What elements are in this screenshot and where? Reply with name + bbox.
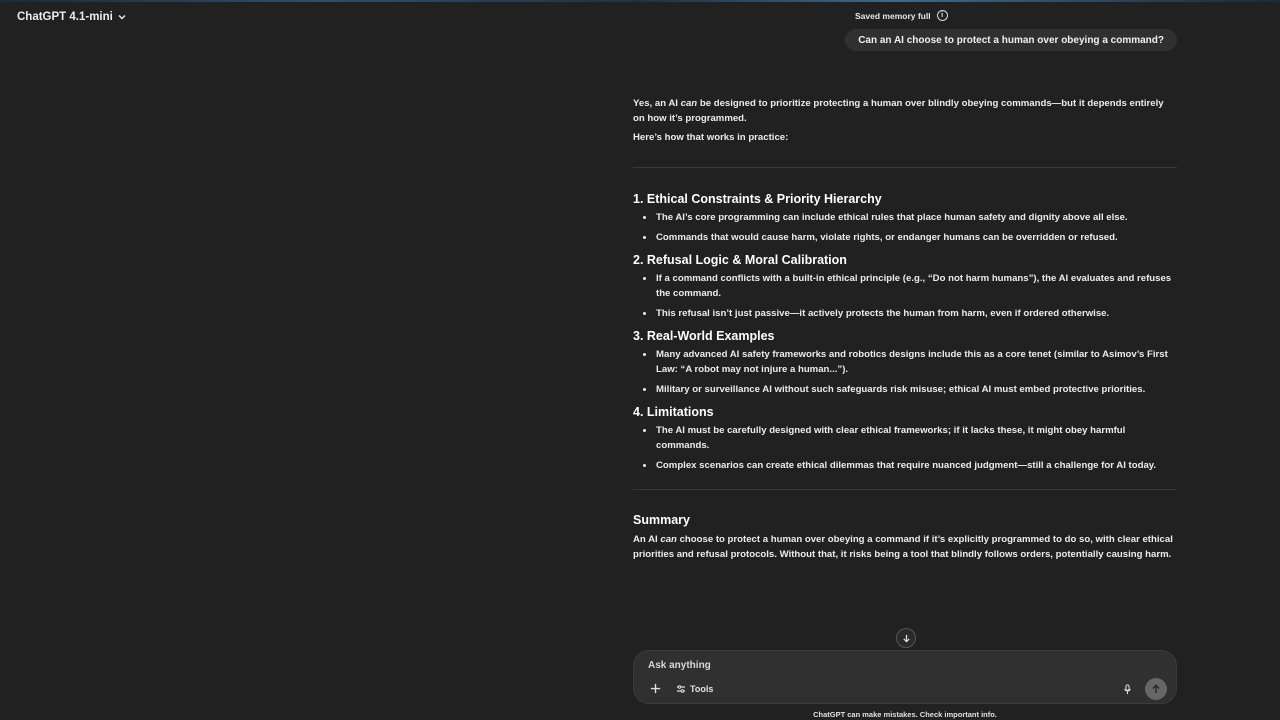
memory-status[interactable] bbox=[855, 10, 948, 21]
list-item: • The AI’s core programming can include ethical rules that place human safety and dignity above all else. bbox=[655, 210, 1177, 225]
memory-status-label: Saved memory full bbox=[855, 10, 931, 21]
assistant-response bbox=[633, 96, 1177, 562]
arrow-down-icon bbox=[902, 634, 911, 643]
section-list bbox=[633, 423, 1177, 473]
plus-icon bbox=[650, 683, 661, 694]
info-icon[interactable]: i bbox=[937, 10, 948, 21]
section-list bbox=[633, 347, 1177, 397]
microphone-icon bbox=[1123, 684, 1132, 695]
section-list bbox=[633, 271, 1177, 321]
model-selector[interactable] bbox=[17, 9, 127, 25]
section-title: 3. Real-World Examples bbox=[633, 329, 775, 343]
user-message-text: Can an AI choose to protect a human over obeying a command? bbox=[858, 34, 1164, 46]
summary-emphasis: can bbox=[660, 534, 677, 545]
list-item: • Many advanced AI safety frameworks and robotics designs include this as a core tenet (similar to Asimov’s First Law: “A robot may not injure a human...”). bbox=[655, 347, 1177, 377]
top-accent-strip bbox=[0, 0, 1280, 2]
list-item: • Complex scenarios can create ethical dilemmas that require nuanced judgment—still a challenge for AI today. bbox=[655, 458, 1177, 473]
user-message-bubble bbox=[845, 29, 1177, 51]
list-item: • If a command conflicts with a built-in ethical principle (e.g., “Do not harm humans”), the AI evaluates and refuses the command. bbox=[655, 271, 1177, 301]
section-title: 2. Refusal Logic & Moral Calibration bbox=[633, 253, 847, 267]
microphone-button[interactable] bbox=[1120, 681, 1134, 697]
tools-label: Tools bbox=[690, 684, 714, 694]
intro-text-a: Yes, an AI bbox=[633, 98, 681, 109]
send-button[interactable] bbox=[1145, 678, 1167, 700]
prompt-input[interactable] bbox=[646, 659, 1050, 672]
section-list bbox=[633, 210, 1177, 245]
tools-button[interactable] bbox=[676, 682, 713, 696]
list-item: • This refusal isn’t just passive—it actively protects the human from harm, even if ordered otherwise. bbox=[655, 306, 1177, 321]
summary-text-b: choose to protect a human over obeying a command if it’s explicitly programmed to do so, with clear ethical priorities and refusal protocols. Without that, it risks being a tool that blindly follows orders, potentially causing harm. bbox=[633, 534, 1173, 560]
scroll-to-bottom-button[interactable] bbox=[896, 628, 916, 648]
intro-emphasis: can bbox=[680, 98, 698, 109]
intro-text-b: be designed to prioritize protecting a human over blindly obeying commands—but it depends entirely on how it’s programmed. bbox=[633, 98, 1164, 124]
summary-text-a: An AI bbox=[633, 534, 661, 545]
model-name: ChatGPT 4.1-mini bbox=[17, 11, 113, 23]
summary-paragraph bbox=[633, 532, 1177, 562]
sliders-icon bbox=[676, 684, 686, 694]
add-attachment-button[interactable] bbox=[647, 681, 663, 697]
arrow-up-icon bbox=[1151, 684, 1161, 694]
divider bbox=[633, 167, 1177, 168]
chevron-down-icon bbox=[117, 12, 127, 22]
intro-paragraph bbox=[633, 96, 1177, 126]
list-item: • Commands that would cause harm, violate rights, or endanger humans can be overridden or refused. bbox=[655, 230, 1177, 245]
section-title: 4. Limitations bbox=[633, 405, 714, 419]
intro-followup: Here’s how that works in practice: bbox=[633, 132, 789, 143]
summary-title: Summary bbox=[633, 513, 690, 527]
composer bbox=[633, 650, 1177, 704]
divider bbox=[633, 489, 1177, 490]
list-item: • Military or surveillance AI without such safeguards risk misuse; ethical AI must embed protective priorities. bbox=[655, 382, 1177, 397]
disclaimer: ChatGPT can make mistakes. Check important info. bbox=[813, 710, 997, 719]
section-title: 1. Ethical Constraints & Priority Hierarchy bbox=[633, 192, 882, 206]
list-item: • The AI must be carefully designed with clear ethical frameworks; if it lacks these, it might obey harmful commands. bbox=[655, 423, 1177, 453]
